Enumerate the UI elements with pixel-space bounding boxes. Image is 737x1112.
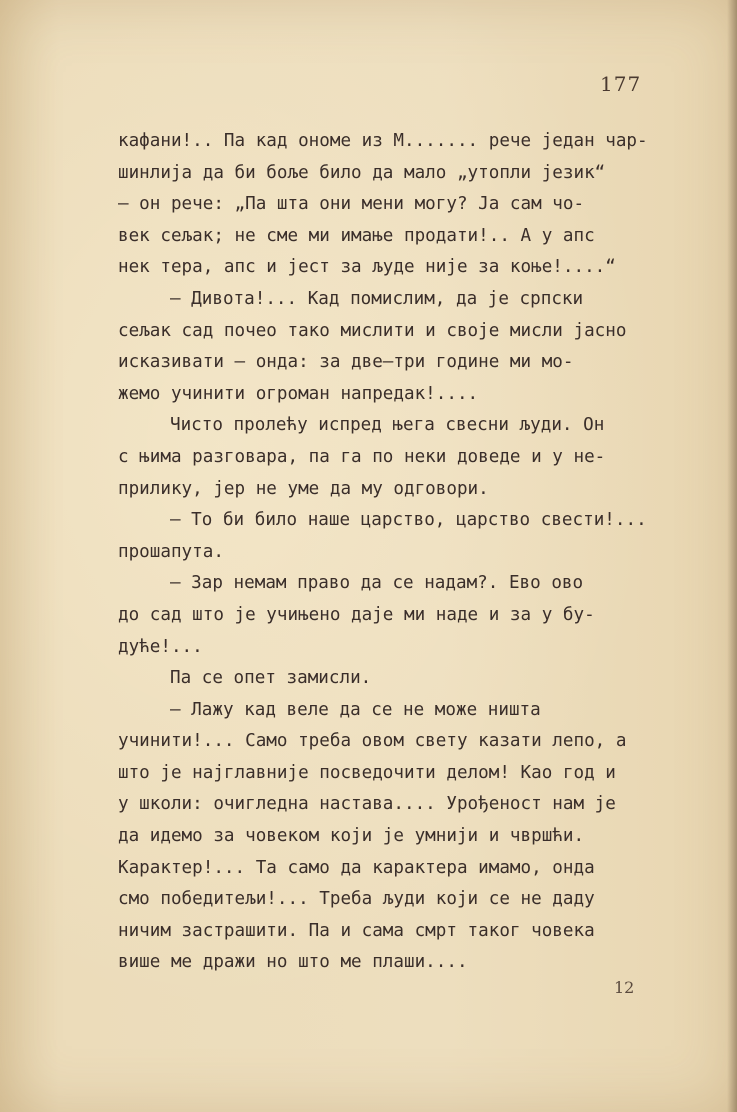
text-line: да идемо за човеком који је умнији и чвршћи. [118, 826, 585, 847]
text-line: више ме дражи но што ме плаши.... [118, 952, 468, 973]
page-edge-shadow [727, 0, 737, 1112]
text-line: Карактер!... Та само да карактера имамо, онда [118, 857, 595, 878]
text-line: с њима разговара, па га по неки доведе и у не- [118, 446, 606, 467]
text-line: дуће!... [118, 636, 203, 657]
text-line: Па се опет замисли. [170, 668, 372, 689]
text-line: прошапута. [118, 541, 224, 562]
text-line: — Зар немам право да се надам?. Ево ово [170, 573, 584, 594]
page-number: 177 [600, 72, 642, 96]
signature-mark: 12 [614, 978, 635, 997]
text-line: учинити!... Само треба овом свету казати лепо, а [118, 731, 627, 752]
text-line: — Дивота!... Кад помислим, да је српски [170, 288, 584, 309]
text-line: сељак сад почео тако мислити и своје мисли јасно [118, 320, 627, 341]
text-line: прилику, јер не уме да му одговори. [118, 478, 489, 499]
text-line: исказивати — онда: за две—три године ми мо- [118, 352, 574, 373]
text-line: век сељак; не сме ми имање продати!.. А у апс [118, 225, 595, 246]
text-line: кафани!.. Па кад ономе из М....... рече један чар- [118, 131, 648, 151]
text-line: жемо учинити огроман напредак!.... [118, 383, 479, 404]
text-line: Чисто пролећу испред њега свесни људи. Он [170, 415, 605, 436]
text-line: шинлија да би боље било да мало „утопли језик“ [118, 162, 606, 183]
body-text [118, 126, 656, 979]
text-line: нек тера, апс и јест за људе није за коње!....“ [118, 257, 616, 278]
text-line: смо победитељи!... Треба људи који се не даду [118, 889, 595, 910]
text-line: у школи: очигледна настава.... Урођеност нам је [118, 794, 616, 815]
text-line: — он рече: „Па шта они мени могу? Ја сам чо- [118, 194, 585, 215]
text-line: ничим застрашити. Па и сама смрт таког човека [118, 920, 595, 941]
text-line: до сад што је учињено даје ми наде и за у бу- [118, 604, 595, 625]
text-line: — То би било наше царство, царство свести!... [170, 510, 647, 531]
text-line: што је најглавније посведочити делом! Као год и [118, 762, 616, 783]
text-line: — Лажу кад веле да се не може ништа [170, 699, 541, 720]
